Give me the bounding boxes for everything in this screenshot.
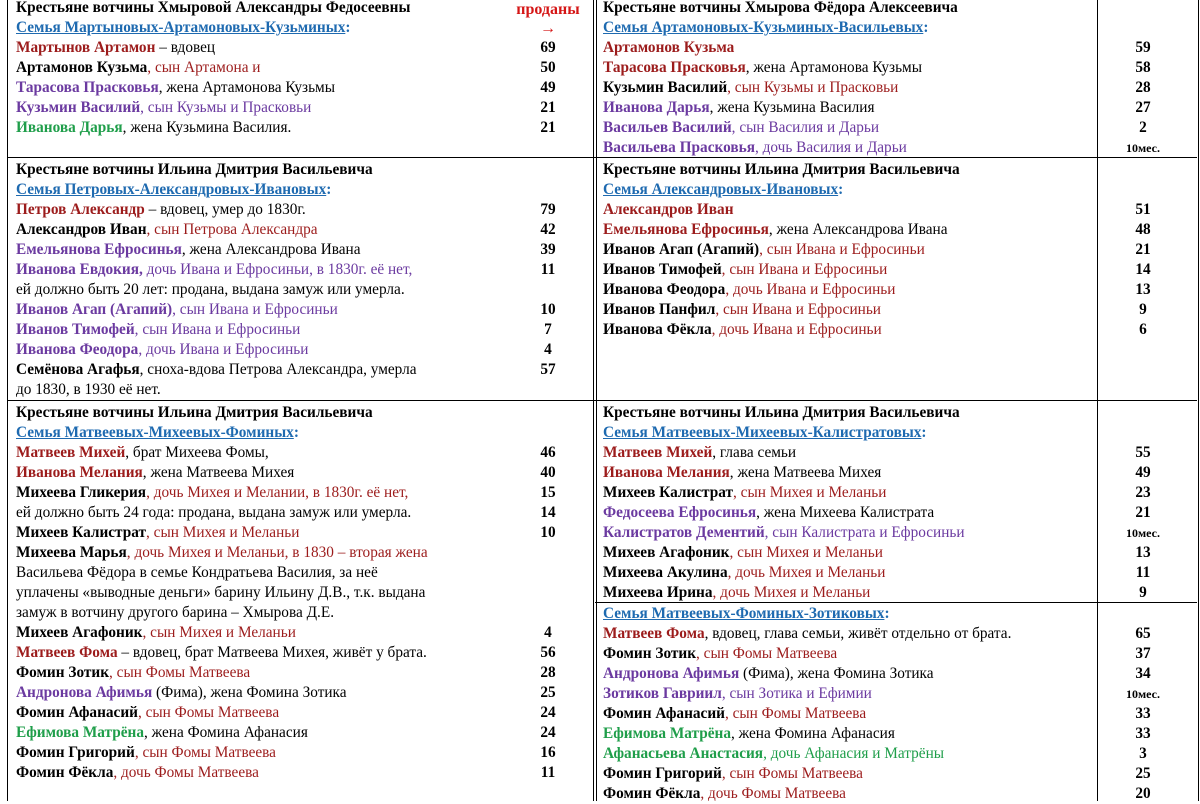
person-name: Фомин Афанасий	[603, 705, 725, 722]
section-title: Крестьяне вотчины Ильина Дмитрия Васильевича	[603, 404, 960, 421]
person-name: Михеева Гликерия	[16, 484, 147, 501]
person-relation: , сын Фомы Матвеева	[134, 744, 276, 761]
family-name: Семья Артамоновых-Кузьминых-Васильевых	[603, 19, 924, 36]
person-relation: , сын Михея и Меланьи	[729, 544, 883, 561]
family-name: Семья Матвеевых-Михеевых-Фоминых	[16, 424, 294, 441]
person-row	[603, 463, 881, 483]
person-relation: , дочь Михея и Меланьи	[727, 564, 886, 581]
person-relation: – вдовец, умер до 1830г.	[144, 201, 306, 218]
person-age: 24	[540, 704, 556, 721]
family-heading: Семья Матвеевых-Михеевых-Фоминых:	[16, 424, 299, 441]
person-row	[603, 704, 866, 724]
person-row	[16, 703, 279, 723]
person-row	[603, 200, 734, 220]
person-relation: , жена Артамонова Кузьмы	[745, 59, 923, 76]
person-row	[603, 118, 879, 138]
person-row	[16, 38, 215, 58]
person-age: 11	[540, 764, 556, 781]
person-age: 49	[1135, 464, 1151, 481]
person-relation: , дочь Ивана и Ефросиньи	[725, 281, 896, 298]
person-row	[603, 138, 907, 158]
person-name: Михеев Агафоник	[603, 544, 730, 561]
person-age: 13	[1135, 281, 1151, 298]
person-relation: до 1830, в 1930 её нет.	[16, 381, 161, 398]
family-name: Семья Мартыновых-Артамоновых-Кузьминых	[16, 19, 346, 36]
person-name: Михеева Акулина	[603, 564, 728, 581]
person-age: 46	[540, 444, 556, 461]
person-name: Афанасьева Анастасия	[603, 745, 764, 762]
person-name: Артамонов Кузьма	[603, 39, 735, 56]
person-age: 16	[540, 744, 556, 761]
person-name: Калистратов Дементий	[603, 524, 765, 541]
person-relation: , сын Петрова Александра	[146, 221, 318, 238]
person-name: Александров Иван	[16, 221, 147, 238]
person-row	[16, 563, 378, 583]
person-name: Фомин Фёкла	[603, 785, 701, 802]
person-age: 10	[540, 524, 556, 541]
family-heading: Семья Артамоновых-Кузьминых-Васильевых:	[603, 19, 929, 36]
person-relation: , сын Михея и Меланьи	[733, 484, 887, 501]
person-row	[16, 443, 269, 463]
sold-label: проданы	[516, 1, 580, 18]
person-name: Иванова Мелания	[16, 464, 143, 481]
person-name: Ефимова Матрёна	[603, 725, 731, 742]
person-age: 55	[1135, 444, 1151, 461]
person-name: Иванова Дарья	[603, 99, 710, 116]
person-row	[16, 340, 308, 360]
person-row	[16, 98, 311, 118]
person-age: 4	[544, 624, 552, 641]
person-name: Васильев Василий	[603, 119, 732, 136]
person-relation: , жена Александрова Ивана	[768, 221, 948, 238]
person-relation: , сын Михея и Меланьи	[142, 624, 296, 641]
person-name: Иванов Агап (Агапий)	[603, 241, 760, 258]
person-age: 33	[1135, 725, 1151, 742]
person-age: 25	[540, 684, 556, 701]
person-row	[16, 118, 291, 138]
person-relation: , брат Михеева Фомы,	[125, 444, 269, 461]
person-age	[518, 603, 578, 623]
person-row	[603, 503, 934, 523]
person-age: 9	[1139, 584, 1147, 601]
person-age: 3	[1139, 745, 1147, 762]
person-row	[16, 603, 334, 623]
person-row	[16, 380, 161, 400]
person-relation: , сын Фомы Матвеева	[137, 704, 280, 721]
person-name: Матвеев Михей	[603, 444, 713, 461]
person-name: Ефимова Матрёна	[16, 724, 144, 741]
person-row	[16, 583, 425, 603]
person-name: Андронова Афимья	[603, 665, 740, 682]
person-name: Иванова Фёкла	[603, 321, 712, 338]
person-age: 69	[540, 39, 556, 56]
person-relation: , сын Ивана и Ефросиньи	[715, 301, 881, 318]
person-name: Мартынов Артамон	[16, 39, 156, 56]
person-age: 28	[1135, 79, 1151, 96]
person-row	[16, 300, 338, 320]
person-row	[16, 463, 294, 483]
person-row	[603, 78, 898, 98]
person-row	[603, 744, 944, 764]
person-row	[603, 320, 882, 340]
person-name: Артамонов Кузьма	[16, 59, 148, 76]
person-age: 33	[1135, 705, 1151, 722]
person-name: Иванова Феодора	[16, 341, 139, 358]
person-age: 28	[540, 664, 556, 681]
person-relation: – вдовец	[155, 39, 216, 56]
person-row	[16, 543, 428, 563]
person-name: Михеев Калистрат	[603, 484, 734, 501]
person-relation: , сын Ивана и Ефросиньи	[721, 261, 888, 278]
person-age: 14	[1135, 261, 1151, 278]
person-relation: замуж в вотчину другого барина – Хмырова Д.Е.	[16, 604, 335, 621]
person-name: Михеев Калистрат	[16, 524, 147, 541]
person-age: 7	[544, 321, 552, 338]
person-row	[16, 260, 412, 280]
person-relation: , сын Калистрата и Ефросиньи	[764, 524, 965, 541]
person-name: Петров Александр	[16, 201, 145, 218]
person-name: Александров Иван	[603, 201, 734, 218]
person-row	[16, 763, 259, 783]
person-relation: , сын Михея и Меланьи	[146, 524, 300, 541]
person-name: Иванова Феодора	[603, 281, 726, 298]
person-row	[603, 280, 895, 300]
person-age: 48	[1135, 221, 1151, 238]
person-relation: , дочь Ивана и Ефросиньи	[711, 321, 882, 338]
person-age: 59	[1135, 39, 1151, 56]
person-age: 42	[540, 221, 556, 238]
person-row	[603, 260, 887, 280]
person-name: Иванов Агап (Агапий)	[16, 301, 173, 318]
person-age: 25	[1135, 765, 1151, 782]
person-name: Васильева Прасковья	[603, 139, 755, 156]
person-name: Зотиков Гавриил	[603, 685, 722, 702]
person-relation: , вдовец, глава семьи, живёт отдельно от брата.	[704, 625, 1012, 642]
person-name: Фомин Зотик	[16, 664, 110, 681]
person-age	[518, 563, 578, 583]
person-age: 21	[1135, 241, 1151, 258]
person-relation: , жена Матвеева Михея	[142, 464, 295, 481]
person-age: 27	[1135, 99, 1151, 116]
person-name: Михеева Ирина	[603, 584, 713, 601]
person-name: Иванова Мелания	[603, 464, 730, 481]
person-row	[16, 643, 427, 663]
person-relation: , жена Фомина Афанасия	[730, 725, 895, 742]
person-name: Матвеев Михей	[16, 444, 126, 461]
person-relation: , дочь Афанасия и Матрёны	[763, 745, 945, 762]
person-relation: , жена Артамонова Кузьмы	[158, 79, 336, 96]
person-relation: , жена Александрова Ивана	[181, 241, 361, 258]
person-age: 24	[540, 724, 556, 741]
family-name: Семья Петровых-Александровых-Ивановых	[16, 181, 327, 198]
person-row	[603, 563, 885, 583]
person-name: Кузьмин Василий	[603, 79, 728, 96]
person-row	[16, 743, 276, 763]
person-name: Емельянова Ефросинья	[16, 241, 182, 258]
person-age: 11	[540, 261, 556, 278]
person-relation: ей должно быть 20 лет: продана, выдана замуж или умерла.	[16, 281, 405, 298]
person-age: 58	[1135, 59, 1151, 76]
person-row	[603, 58, 922, 78]
section-title: Крестьяне вотчины Ильина Дмитрия Васильевича	[16, 404, 373, 421]
person-relation: уплачены «выводные деньги» барину Ильину Д.В., т.к. выдана	[16, 584, 426, 601]
person-row	[16, 360, 417, 380]
person-relation: , сын Зотика и Ефимии	[721, 685, 872, 702]
person-name: Фомин Зотик	[603, 645, 697, 662]
column-divider	[593, 0, 597, 801]
person-relation: , глава семьи	[712, 444, 797, 461]
person-relation: , дочь Михея и Меланьи, в 1830 – вторая жена	[126, 544, 428, 561]
section-title: Крестьяне вотчины Хмыровой Александры Федосеевны	[16, 0, 411, 16]
person-row	[16, 58, 261, 78]
person-age: 56	[540, 644, 556, 661]
person-name: Фомин Фёкла	[16, 764, 114, 781]
person-age: 10	[540, 301, 556, 318]
person-row	[603, 644, 837, 664]
person-name: Фомин Григорий	[603, 765, 722, 782]
person-age: 2	[1139, 119, 1147, 136]
person-row	[603, 764, 863, 784]
person-row	[603, 664, 934, 684]
person-row	[603, 220, 948, 240]
person-name: Тарасова Прасковья	[16, 79, 159, 96]
person-row	[16, 523, 299, 543]
person-name: Матвеев Фома	[603, 625, 705, 642]
person-name: Кузьмин Василий	[16, 99, 141, 116]
person-name: Михеев Агафоник	[16, 624, 143, 641]
family-heading: Семья Матвеевых-Фоминых-Зотиковых:	[603, 605, 890, 622]
person-relation: – вдовец, брат Матвеева Михея, живёт у брата.	[117, 644, 427, 661]
person-relation: , жена Кузьмина Василия	[709, 99, 875, 116]
person-row	[603, 240, 925, 260]
person-relation: , сын Кузьмы и Прасковьи	[727, 79, 899, 96]
person-age: 10мес.	[1126, 687, 1160, 701]
person-relation: , дочь Михея и Мелании, в 1830г. её нет,	[146, 484, 409, 501]
person-age: 40	[540, 464, 556, 481]
person-age: 10мес.	[1126, 141, 1160, 155]
person-relation: , сын Фомы Матвеева	[724, 705, 867, 722]
person-relation: , дочь Ивана и Ефросиньи	[138, 341, 309, 358]
person-relation: , дочь Михея и Меланьи	[712, 584, 871, 601]
person-age: 51	[1135, 201, 1151, 218]
person-age: 20	[1135, 785, 1151, 802]
section-title: Крестьяне вотчины Хмырова Фёдора Алексеевича	[603, 0, 958, 16]
person-relation: , сын Фомы Матвеева	[696, 645, 838, 662]
person-relation: , сын Василия и Дарьи	[731, 119, 880, 136]
person-relation: , сын Ивана и Ефросиньи	[759, 241, 925, 258]
family-name: Семья Матвеевых-Михеевых-Калистратовых	[603, 424, 922, 441]
person-name: Андронова Афимья	[16, 684, 153, 701]
person-age	[518, 280, 578, 300]
person-row	[16, 503, 411, 523]
person-row	[603, 483, 886, 503]
person-relation: (Фима), жена Фомина Зотика	[739, 665, 934, 682]
family-heading: Семья Матвеевых-Михеевых-Калистратовых:	[603, 424, 927, 441]
person-age: 23	[1135, 484, 1151, 501]
person-relation: дочь Ивана и Ефросиньи, в 1830г. её нет,	[142, 261, 413, 278]
person-age: 10мес.	[1126, 526, 1160, 540]
person-age: 21	[540, 99, 556, 116]
person-row	[16, 723, 308, 743]
person-row	[603, 583, 870, 603]
person-row	[603, 98, 875, 118]
person-relation: , сноха-вдова Петрова Александра, умерла	[139, 361, 417, 378]
person-relation: , сын Артамона и	[147, 59, 261, 76]
person-age: 21	[1135, 504, 1151, 521]
person-row	[16, 220, 318, 240]
person-age	[518, 583, 578, 603]
person-age: 9	[1139, 301, 1147, 318]
family-heading: Семья Петровых-Александровых-Ивановых:	[16, 181, 332, 198]
person-age	[518, 543, 578, 563]
family-heading: Семья Александровых-Ивановых:	[603, 181, 844, 198]
person-row	[603, 624, 1011, 644]
person-age: 65	[1135, 625, 1151, 642]
person-name: Иванов Тимофей	[16, 321, 135, 338]
person-row	[603, 543, 883, 563]
person-age: 13	[1135, 544, 1151, 561]
person-name: Иванов Тимофей	[603, 261, 722, 278]
person-age: 57	[540, 361, 556, 378]
person-age: 4	[544, 341, 552, 358]
person-relation: , дочь Василия и Дарьи	[755, 139, 907, 156]
person-row	[603, 38, 734, 58]
person-row	[16, 623, 296, 643]
person-name: Михеева Марья	[16, 544, 127, 561]
person-relation: (Фима), жена Фомина Зотика	[152, 684, 347, 701]
person-row	[16, 240, 361, 260]
person-name: Фомин Григорий	[16, 744, 135, 761]
person-name: Фомин Афанасий	[16, 704, 138, 721]
person-relation: , дочь Фомы Матвеева	[113, 764, 259, 781]
person-row	[16, 320, 300, 340]
section-title: Крестьяне вотчины Ильина Дмитрия Васильевича	[16, 161, 373, 178]
person-relation: , сын Фомы Матвеева	[109, 664, 251, 681]
person-name: Семёнова Агафья	[16, 361, 140, 378]
person-name: Тарасова Прасковья	[603, 59, 746, 76]
person-name: Иванова Евдокия,	[16, 261, 143, 278]
person-age: 6	[1139, 321, 1147, 338]
person-row	[603, 784, 846, 804]
row-divider-2	[7, 400, 1197, 401]
age-column-divider	[1097, 0, 1098, 801]
person-relation: , дочь Фомы Матвеева	[700, 785, 846, 802]
person-row	[603, 523, 965, 543]
family-heading: Семья Мартыновых-Артамоновых-Кузьминых:	[16, 19, 351, 36]
person-name: Иванова Дарья	[16, 119, 123, 136]
person-age: 21	[540, 119, 556, 136]
person-relation: , жена Фомина Афанасия	[143, 724, 308, 741]
row-divider-1	[7, 157, 1197, 158]
person-name: Матвеев Фома	[16, 644, 118, 661]
person-relation: , сын Ивана и Ефросиньи	[134, 321, 301, 338]
person-row	[16, 78, 335, 98]
person-name: Иванов Панфил	[603, 301, 716, 318]
person-row	[16, 683, 347, 703]
person-relation: , сын Кузьмы и Прасковьи	[140, 99, 312, 116]
person-relation: , жена Михеева Калистрата	[756, 504, 935, 521]
person-age: 34	[1135, 665, 1151, 682]
family-name: Семья Матвеевых-Фоминых-Зотиковых	[603, 605, 885, 622]
person-relation: , жена Матвеева Михея	[729, 464, 882, 481]
person-age: 11	[1135, 564, 1151, 581]
person-row	[603, 724, 895, 744]
person-relation: ей должно быть 24 года: продана, выдана замуж или умерла.	[16, 504, 412, 521]
person-age: 79	[540, 201, 556, 218]
person-age: 14	[540, 504, 556, 521]
person-age: 39	[540, 241, 556, 258]
person-age: 15	[540, 484, 556, 501]
person-age: 49	[540, 79, 556, 96]
person-row	[16, 200, 306, 220]
person-row	[16, 280, 405, 300]
person-relation: , сын Ивана и Ефросиньи	[172, 301, 338, 318]
person-name: Емельянова Ефросинья	[603, 221, 769, 238]
family-name: Семья Александровых-Ивановых	[603, 181, 839, 198]
person-name: Федосеева Ефросинья	[603, 504, 757, 521]
person-relation: Васильева Фёдора в семье Кондратьева Василия, за неё	[16, 564, 378, 581]
person-age	[518, 380, 578, 400]
person-age: 37	[1135, 645, 1151, 662]
section-title: Крестьяне вотчины Ильина Дмитрия Васильевича	[603, 161, 960, 178]
person-row	[16, 483, 408, 503]
person-row	[603, 300, 881, 320]
person-row	[16, 663, 250, 683]
person-relation: , сын Фомы Матвеева	[721, 765, 863, 782]
person-relation: , жена Кузьмина Василия.	[122, 119, 292, 136]
sold-indicator	[507, 0, 589, 38]
person-row	[603, 684, 872, 704]
sold-arrow: →	[540, 20, 556, 37]
person-age: 50	[540, 59, 556, 76]
person-row	[603, 443, 796, 463]
